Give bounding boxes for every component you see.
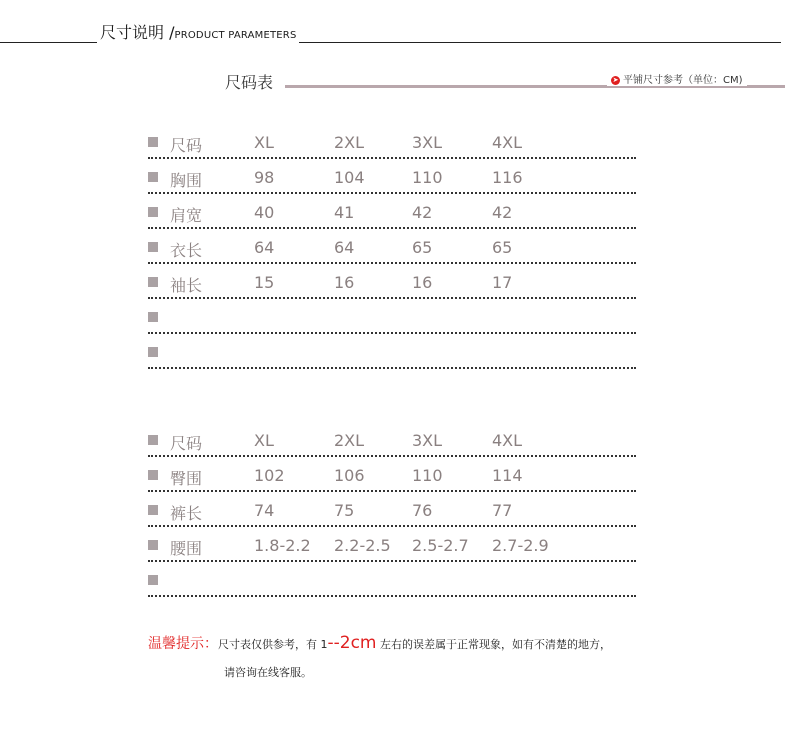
size-value: 40: [254, 203, 275, 222]
bullet-square-icon: [148, 312, 158, 322]
row-label: 肩宽: [170, 206, 203, 225]
size-value: 2.5-2.7: [412, 536, 469, 555]
tip-highlight: --2cm: [327, 633, 377, 653]
bullet-square-icon: [148, 505, 158, 515]
tip-line2: 请咨询在线客服。: [224, 666, 312, 679]
size-value: 65: [412, 238, 433, 257]
bullet-square-icon: [148, 277, 158, 287]
size-value: 64: [334, 238, 355, 257]
size-value: 1.8-2.2: [254, 536, 311, 555]
size-value: 104: [334, 168, 365, 187]
row-label: 袖长: [170, 276, 203, 295]
bullet-square-icon: [148, 172, 158, 182]
size-value: 41: [334, 203, 355, 222]
section-title: [100, 20, 299, 43]
size-value: 42: [412, 203, 433, 222]
table-row: [148, 492, 636, 527]
top-size-table: [148, 124, 636, 369]
bottom-size-table: [148, 422, 636, 597]
row-label: 裤长: [170, 504, 203, 523]
row-label: 衣长: [170, 241, 203, 260]
bullet-square-icon: [148, 137, 158, 147]
reference-note-text: 平铺尺寸参考（单位：CM): [623, 75, 743, 86]
size-value: 77: [492, 501, 513, 520]
size-value: 2.7-2.9: [492, 536, 549, 555]
table-row: [148, 194, 636, 229]
size-value: 17: [492, 273, 513, 292]
size-value: 110: [412, 466, 443, 485]
size-value: 114: [492, 466, 523, 485]
bullet-square-icon: [148, 242, 158, 252]
row-label: 臀围: [170, 469, 203, 488]
table-header-row: [148, 422, 636, 457]
size-value: 15: [254, 273, 275, 292]
row-label: 尺码: [170, 434, 203, 453]
bullet-square-icon: [148, 347, 158, 357]
tip-text: [148, 633, 611, 653]
tip-label: 温馨提示：: [148, 636, 218, 652]
table-row: [148, 527, 636, 562]
size-value: 65: [492, 238, 513, 257]
size-value: 2XL: [334, 133, 365, 152]
table-row: [148, 264, 636, 299]
size-value: 98: [254, 168, 275, 187]
row-label: 胸围: [170, 171, 203, 190]
bullet-square-icon: [148, 435, 158, 445]
size-value: 116: [492, 168, 523, 187]
table-row: [148, 457, 636, 492]
bullet-square-icon: [148, 575, 158, 585]
size-value: 74: [254, 501, 275, 520]
size-value: 64: [254, 238, 275, 257]
size-value: 106: [334, 466, 365, 485]
size-value: XL: [254, 431, 274, 450]
table-row: [148, 334, 636, 369]
size-value: 3XL: [412, 431, 443, 450]
bullet-square-icon: [148, 470, 158, 480]
table-row: [148, 562, 636, 597]
bullet-square-icon: [148, 207, 158, 217]
table-header-row: [148, 124, 636, 159]
size-value: 110: [412, 168, 443, 187]
size-value: 4XL: [492, 133, 523, 152]
chart-title: 尺码表: [225, 73, 274, 92]
size-value: 76: [412, 501, 433, 520]
size-value: 75: [334, 501, 355, 520]
tip-after: 左右的误差属于正常现象，如有不清楚的地方，: [376, 638, 611, 651]
size-value: 2XL: [334, 431, 365, 450]
table-row: [148, 229, 636, 264]
reference-note: [607, 71, 747, 86]
tip-before: 尺寸表仅供参考，有 1: [218, 638, 328, 651]
size-value: 102: [254, 466, 285, 485]
table-row: [148, 159, 636, 194]
size-value: 3XL: [412, 133, 443, 152]
table-row: [148, 299, 636, 334]
row-label: 尺码: [170, 136, 203, 155]
header-rule-left: [0, 42, 97, 43]
size-value: 16: [412, 273, 433, 292]
size-value: XL: [254, 133, 274, 152]
section-title-text: 尺寸说明 /: [100, 23, 175, 42]
bullet-square-icon: [148, 540, 158, 550]
size-value: 42: [492, 203, 513, 222]
row-label: 腰围: [170, 539, 203, 558]
size-value: 16: [334, 273, 355, 292]
section-header: [0, 20, 789, 50]
size-value: 4XL: [492, 431, 523, 450]
section-subtitle: PRODUCT PARAMETERS: [174, 30, 297, 41]
arrow-circle-icon: ➤: [612, 75, 619, 84]
size-value: 2.2-2.5: [334, 536, 391, 555]
